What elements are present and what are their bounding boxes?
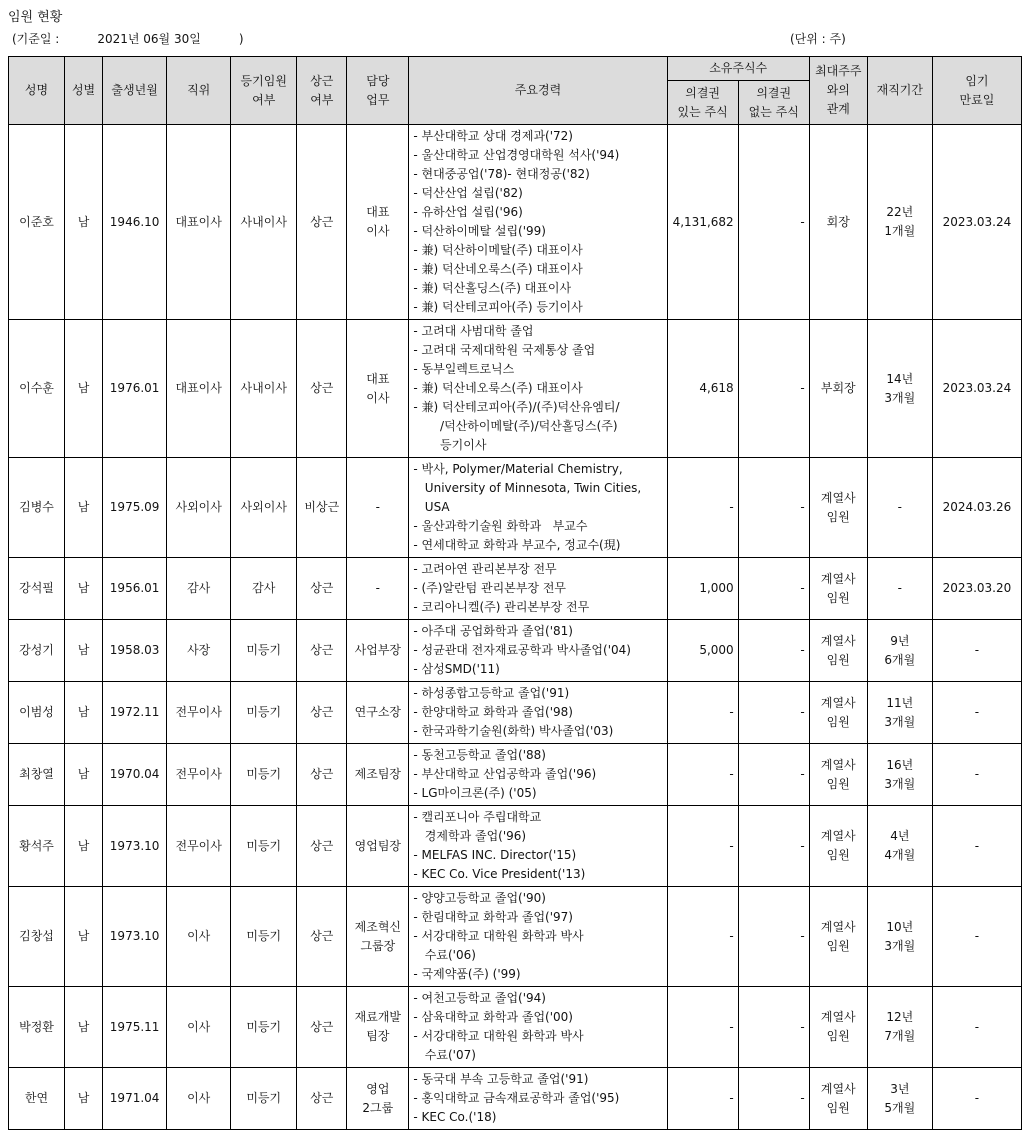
header-birth: 출생년월 — [103, 57, 167, 125]
officer-tenure: - — [867, 558, 932, 620]
table-row — [9, 458, 1022, 558]
officer-gender: 남 — [65, 987, 103, 1068]
officers-table — [8, 56, 1022, 1130]
officer-name: 황석주 — [9, 806, 65, 887]
table-row — [9, 558, 1022, 620]
officer-gender: 남 — [65, 125, 103, 320]
officer-term-expiry: - — [932, 806, 1021, 887]
officer-career: - 캘리포니아 주립대학교 경제학과 졸업('96) - MELFAS INC. Director('15) - KEC Co. Vice President('13) — [409, 806, 667, 887]
officer-registered: 미등기 — [231, 987, 297, 1068]
officer-name: 박정환 — [9, 987, 65, 1068]
officer-relation: 계열사 임원 — [809, 558, 867, 620]
officer-term-expiry: - — [932, 620, 1021, 682]
officer-tenure: 3년 5개월 — [867, 1068, 932, 1130]
officer-term-expiry: 2023.03.24 — [932, 125, 1021, 320]
officer-position: 사장 — [167, 620, 231, 682]
table-row — [9, 1068, 1022, 1130]
officer-tenure: 14년 3개월 — [867, 320, 932, 458]
header-career: 주요경력 — [409, 57, 667, 125]
officer-position: 사외이사 — [167, 458, 231, 558]
header-duty: 담당 업무 — [347, 57, 409, 125]
officer-voting-shares: - — [667, 1068, 738, 1130]
officer-nonvoting-shares: - — [738, 458, 809, 558]
officer-voting-shares: - — [667, 887, 738, 987]
officer-position: 감사 — [167, 558, 231, 620]
table-row — [9, 682, 1022, 744]
officer-nonvoting-shares: - — [738, 620, 809, 682]
officer-career: - 부산대학교 상대 경제과('72) - 울산대학교 산업경영대학원 석사('94) - 현대중공업('78)- 현대정공('82) - 덕산산업 설립('82) - 유하산업 설립('96) - 덕산하이메탈 설립('99) - 兼) 덕산하이메탈(주) 대표이사 - 兼) 덕산네오룩스(주) 대표이사 - 兼) 덕산홀딩스(주) 대표이사 - 兼) 덕산테코피아(주) 등기이사 — [409, 125, 667, 320]
officer-position: 전무이사 — [167, 682, 231, 744]
officer-fulltime: 상근 — [297, 125, 347, 320]
officer-birth: 1975.09 — [103, 458, 167, 558]
officer-registered: 사외이사 — [231, 458, 297, 558]
officer-position: 대표이사 — [167, 125, 231, 320]
officer-nonvoting-shares: - — [738, 682, 809, 744]
officer-position: 이사 — [167, 1068, 231, 1130]
officer-voting-shares: - — [667, 682, 738, 744]
officer-tenure: 10년 3개월 — [867, 887, 932, 987]
officer-fulltime: 상근 — [297, 744, 347, 806]
basis-date-line — [12, 30, 244, 47]
basis-close: ) — [238, 32, 244, 46]
officer-birth: 1972.11 — [103, 682, 167, 744]
officer-tenure: 11년 3개월 — [867, 682, 932, 744]
officer-career: - 아주대 공업화학과 졸업('81) - 성균관대 전자재료공학과 박사졸업('04) - 삼성SMD('11) — [409, 620, 667, 682]
officer-gender: 남 — [65, 558, 103, 620]
officer-fulltime: 비상근 — [297, 458, 347, 558]
officer-gender: 남 — [65, 1068, 103, 1130]
officer-birth: 1973.10 — [103, 806, 167, 887]
officer-relation: 회장 — [809, 125, 867, 320]
officer-fulltime: 상근 — [297, 806, 347, 887]
officer-career: - 양양고등학교 졸업('90) - 한림대학교 화학과 졸업('97) - 서강대학교 대학원 화학과 박사 수료('06) - 국제약품(주) ('99) — [409, 887, 667, 987]
officer-fulltime: 상근 — [297, 558, 347, 620]
officer-registered: 사내이사 — [231, 320, 297, 458]
officer-duty: 제조팀장 — [347, 744, 409, 806]
officer-career: - 동국대 부속 고등학교 졸업('91) - 홍익대학교 금속재료공학과 졸업('95) - KEC Co.('18) — [409, 1068, 667, 1130]
officer-term-expiry: - — [932, 987, 1021, 1068]
officer-term-expiry: - — [932, 744, 1021, 806]
officer-voting-shares: - — [667, 987, 738, 1068]
officer-registered: 미등기 — [231, 620, 297, 682]
officer-term-expiry: - — [932, 887, 1021, 987]
officer-fulltime: 상근 — [297, 887, 347, 987]
officer-position: 전무이사 — [167, 806, 231, 887]
officer-term-expiry: - — [932, 682, 1021, 744]
officer-tenure: - — [867, 458, 932, 558]
officer-nonvoting-shares: - — [738, 1068, 809, 1130]
table-row — [9, 320, 1022, 458]
unit-label: (단위 : 주) — [790, 32, 846, 46]
officer-duty: 사업부장 — [347, 620, 409, 682]
officer-name: 이범성 — [9, 682, 65, 744]
officer-duty: - — [347, 458, 409, 558]
officer-fulltime: 상근 — [297, 1068, 347, 1130]
officer-nonvoting-shares: - — [738, 987, 809, 1068]
officer-nonvoting-shares: - — [738, 887, 809, 987]
officer-position: 이사 — [167, 887, 231, 987]
header-relation: 최대주주 와의 관계 — [809, 57, 867, 125]
table-row — [9, 620, 1022, 682]
officer-registered: 감사 — [231, 558, 297, 620]
officer-gender: 남 — [65, 458, 103, 558]
officer-career: - 고려아연 관리본부장 전무 - (주)알란텀 관리본부장 전무 - 코리아니켈(주) 관리본부장 전무 — [409, 558, 667, 620]
officer-registered: 사내이사 — [231, 125, 297, 320]
officer-duty: 대표 이사 — [347, 320, 409, 458]
officer-career: - 박사, Polymer/Material Chemistry, University of Minnesota, Twin Cities, USA - 울산과학기술원 화학과 부교수 - 연세대학교 화학과 부교수, 정교수(現) — [409, 458, 667, 558]
officer-voting-shares: 1,000 — [667, 558, 738, 620]
officer-gender: 남 — [65, 806, 103, 887]
header-tenure: 재직기간 — [867, 57, 932, 125]
officer-nonvoting-shares: - — [738, 744, 809, 806]
header-position: 직위 — [167, 57, 231, 125]
officer-name: 강석필 — [9, 558, 65, 620]
table-row — [9, 744, 1022, 806]
table-row — [9, 987, 1022, 1068]
officer-registered: 미등기 — [231, 1068, 297, 1130]
officer-tenure: 4년 4개월 — [867, 806, 932, 887]
officer-relation: 부회장 — [809, 320, 867, 458]
officer-relation: 계열사 임원 — [809, 682, 867, 744]
officer-voting-shares: 4,131,682 — [667, 125, 738, 320]
officer-relation: 계열사 임원 — [809, 1068, 867, 1130]
officer-term-expiry: 2023.03.20 — [932, 558, 1021, 620]
officer-name: 최창열 — [9, 744, 65, 806]
officer-birth: 1973.10 — [103, 887, 167, 987]
header-voting: 의결권 있는 주식 — [667, 81, 738, 125]
officer-gender: 남 — [65, 620, 103, 682]
officer-voting-shares: 4,618 — [667, 320, 738, 458]
officer-voting-shares: 5,000 — [667, 620, 738, 682]
officer-career: - 하성종합고등학교 졸업('91) - 한양대학교 화학과 졸업('98) - 한국과학기술원(화학) 박사졸업('03) — [409, 682, 667, 744]
officer-duty: - — [347, 558, 409, 620]
officer-birth: 1975.11 — [103, 987, 167, 1068]
header-shares: 소유주식수 — [667, 57, 809, 81]
officer-birth: 1946.10 — [103, 125, 167, 320]
officer-position: 전무이사 — [167, 744, 231, 806]
officer-nonvoting-shares: - — [738, 125, 809, 320]
officer-fulltime: 상근 — [297, 320, 347, 458]
officer-gender: 남 — [65, 320, 103, 458]
officer-registered: 미등기 — [231, 887, 297, 987]
officer-relation: 계열사 임원 — [809, 458, 867, 558]
officer-gender: 남 — [65, 887, 103, 987]
officer-fulltime: 상근 — [297, 620, 347, 682]
officer-duty: 영업 2그룹 — [347, 1068, 409, 1130]
officer-position: 이사 — [167, 987, 231, 1068]
officer-relation: 계열사 임원 — [809, 620, 867, 682]
officer-relation: 계열사 임원 — [809, 806, 867, 887]
officer-name: 강성기 — [9, 620, 65, 682]
officer-gender: 남 — [65, 744, 103, 806]
officer-tenure: 9년 6개월 — [867, 620, 932, 682]
officer-name: 한연 — [9, 1068, 65, 1130]
header-nonvoting: 의결권 없는 주식 — [738, 81, 809, 125]
officer-fulltime: 상근 — [297, 987, 347, 1068]
table-row — [9, 806, 1022, 887]
officer-position: 대표이사 — [167, 320, 231, 458]
officer-registered: 미등기 — [231, 682, 297, 744]
officer-term-expiry: 2024.03.26 — [932, 458, 1021, 558]
basis-label: (기준일 : — [12, 32, 60, 46]
officer-gender: 남 — [65, 682, 103, 744]
officer-career: - 동천고등학교 졸업('88) - 부산대학교 산업공학과 졸업('96) - LG마이크론(주) ('05) — [409, 744, 667, 806]
officer-relation: 계열사 임원 — [809, 887, 867, 987]
header-registered: 등기임원 여부 — [231, 57, 297, 125]
table-row — [9, 887, 1022, 987]
officer-duty: 영업팀장 — [347, 806, 409, 887]
officer-birth: 1976.01 — [103, 320, 167, 458]
officer-duty: 연구소장 — [347, 682, 409, 744]
officer-birth: 1958.03 — [103, 620, 167, 682]
header-fulltime: 상근 여부 — [297, 57, 347, 125]
officer-name: 이준호 — [9, 125, 65, 320]
officer-relation: 계열사 임원 — [809, 744, 867, 806]
header-expiry: 임기 만료일 — [932, 57, 1021, 125]
officer-term-expiry: 2023.03.24 — [932, 320, 1021, 458]
officer-birth: 1956.01 — [103, 558, 167, 620]
officer-term-expiry: - — [932, 1068, 1021, 1130]
officer-name: 김병수 — [9, 458, 65, 558]
officer-tenure: 22년 1개월 — [867, 125, 932, 320]
officer-nonvoting-shares: - — [738, 320, 809, 458]
officer-name: 김창섭 — [9, 887, 65, 987]
officer-nonvoting-shares: - — [738, 558, 809, 620]
officer-fulltime: 상근 — [297, 682, 347, 744]
officer-voting-shares: - — [667, 806, 738, 887]
header-name: 성명 — [9, 57, 65, 125]
officer-duty: 대표 이사 — [347, 125, 409, 320]
table-row — [9, 125, 1022, 320]
table-header — [9, 57, 1022, 125]
officer-registered: 미등기 — [231, 744, 297, 806]
officer-birth: 1970.04 — [103, 744, 167, 806]
table-body — [9, 125, 1022, 1130]
page-title: 임원 현황 — [8, 10, 63, 25]
officer-nonvoting-shares: - — [738, 806, 809, 887]
officer-tenure: 16년 3개월 — [867, 744, 932, 806]
officer-duty: 재료개발 팀장 — [347, 987, 409, 1068]
officer-relation: 계열사 임원 — [809, 987, 867, 1068]
officer-name: 이수훈 — [9, 320, 65, 458]
officer-registered: 미등기 — [231, 806, 297, 887]
officer-voting-shares: - — [667, 744, 738, 806]
officer-voting-shares: - — [667, 458, 738, 558]
officer-career: - 여천고등학교 졸업('94) - 삼육대학교 화학과 졸업('00) - 서강대학교 대학원 화학과 박사 수료('07) — [409, 987, 667, 1068]
officer-tenure: 12년 7개월 — [867, 987, 932, 1068]
officer-duty: 제조혁신 그룹장 — [347, 887, 409, 987]
officer-career: - 고려대 사범대학 졸업 - 고려대 국제대학원 국제통상 졸업 - 동부일렉트로닉스 - 兼) 덕산네오룩스(주) 대표이사 - 兼) 덕산테코피아(주)/(주)덕산유엠티/ /덕산하이메탈(주)/덕산홀딩스(주) 등기이사 — [409, 320, 667, 458]
officer-birth: 1971.04 — [103, 1068, 167, 1130]
header-gender: 성별 — [65, 57, 103, 125]
basis-date: 2021년 06월 30일 — [97, 32, 201, 46]
